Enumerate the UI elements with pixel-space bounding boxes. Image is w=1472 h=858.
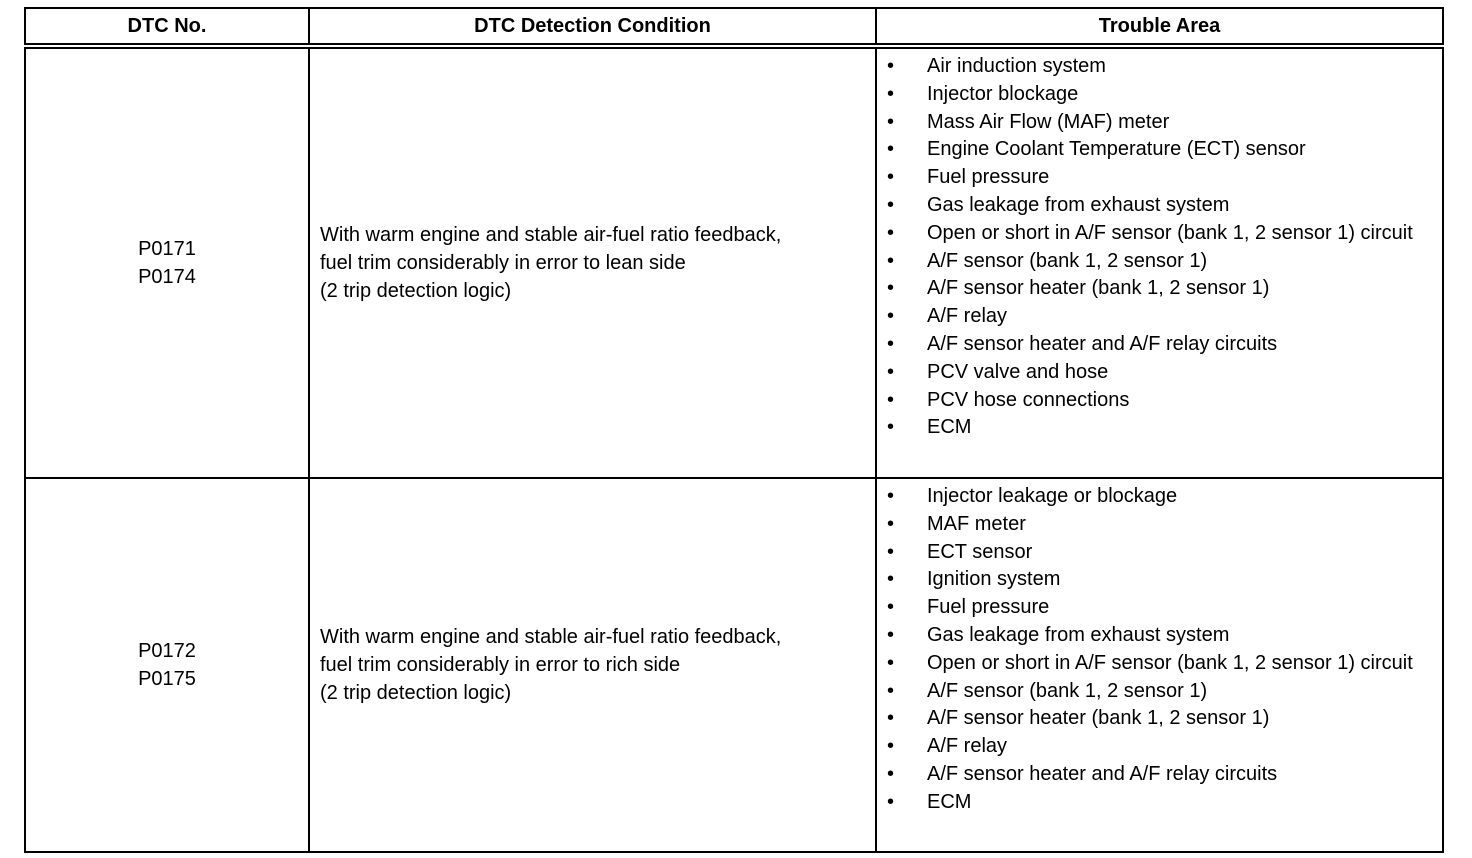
bullet-icon: • [887, 82, 895, 105]
trouble-area-text: Injector leakage or blockage [927, 485, 1178, 507]
condition-line: (2 trip detection logic) [320, 682, 512, 704]
trouble-area-text: ECT sensor [927, 540, 1033, 563]
bullet-icon: • [887, 221, 895, 244]
trouble-area-text: Ignition system [927, 568, 1061, 591]
bullet-icon: • [887, 707, 895, 730]
header-trouble-area: Trouble Area [876, 8, 1443, 46]
trouble-area-text: Gas leakage from exhaust system [927, 193, 1230, 216]
trouble-area-item [877, 622, 1442, 650]
bullet-icon: • [887, 623, 895, 646]
trouble-area-item [877, 192, 1442, 220]
bullet-icon: • [887, 110, 895, 133]
table-row [25, 478, 1443, 852]
bullet-icon: • [887, 332, 895, 355]
detection-condition-cell [309, 478, 876, 852]
bullet-icon: • [887, 193, 895, 216]
bullet-icon: • [887, 568, 895, 591]
bullet-icon: • [887, 360, 895, 383]
trouble-area-text: PCV valve and hose [927, 360, 1109, 383]
trouble-area-cell [876, 46, 1443, 478]
trouble-area-text: ECM [927, 790, 972, 813]
bullet-icon: • [887, 762, 895, 785]
dtc-code: P0174 [138, 266, 196, 288]
bullet-icon: • [887, 388, 895, 411]
trouble-area-item [877, 761, 1442, 789]
trouble-area-list [877, 483, 1442, 817]
trouble-area-item [877, 136, 1442, 164]
bullet-icon: • [887, 651, 895, 674]
trouble-area-item [877, 678, 1442, 706]
trouble-area-item [877, 164, 1442, 192]
trouble-area-item [877, 359, 1442, 387]
trouble-area-text: A/F sensor (bank 1, 2 sensor 1) [927, 249, 1208, 272]
header-dtc-no: DTC No. [25, 8, 309, 46]
header-row [25, 8, 1443, 46]
trouble-area-text: Open or short in A/F sensor (bank 1, 2 sensor 1) circuit [927, 651, 1413, 674]
trouble-area-text: A/F relay [927, 735, 1008, 758]
trouble-area-text: A/F relay [927, 305, 1008, 328]
trouble-area-item [877, 539, 1442, 567]
trouble-area-text: A/F sensor heater (bank 1, 2 sensor 1) [927, 277, 1270, 300]
trouble-area-item [877, 705, 1442, 733]
trouble-area-item [877, 53, 1442, 81]
dtc-codes-cell [25, 46, 309, 478]
dtc-code: P0171 [138, 238, 196, 260]
bullet-icon: • [887, 596, 895, 619]
bullet-icon: • [887, 485, 895, 507]
trouble-area-item [877, 387, 1442, 415]
trouble-area-item [877, 303, 1442, 331]
bullet-icon: • [887, 735, 895, 758]
bullet-icon: • [887, 679, 895, 702]
trouble-area-item [877, 414, 1442, 442]
detection-condition-cell [309, 46, 876, 478]
trouble-area-text: MAF meter [927, 512, 1026, 535]
trouble-area-item [877, 566, 1442, 594]
bullet-icon: • [887, 166, 895, 189]
trouble-area-text: Fuel pressure [927, 166, 1050, 189]
trouble-area-text: PCV hose connections [927, 388, 1130, 411]
dtc-codes-cell [25, 478, 309, 852]
trouble-area-item [877, 511, 1442, 539]
condition-line: (2 trip detection logic) [320, 280, 512, 302]
trouble-area-item [877, 248, 1442, 276]
trouble-area-text: ECM [927, 416, 972, 439]
trouble-area-text: Engine Coolant Temperature (ECT) sensor [927, 138, 1306, 161]
trouble-area-text: Fuel pressure [927, 596, 1050, 619]
trouble-area-item [877, 733, 1442, 761]
bullet-icon: • [887, 55, 895, 77]
dtc-code: P0175 [138, 668, 196, 690]
bullet-icon: • [887, 277, 895, 300]
condition-line: fuel trim considerably in error to lean side [320, 252, 686, 274]
bullet-icon: • [887, 512, 895, 535]
trouble-area-text: Injector blockage [927, 82, 1079, 105]
condition-line: With warm engine and stable air-fuel ratio feedback, [320, 224, 782, 246]
trouble-area-item [877, 220, 1442, 248]
trouble-area-item [877, 275, 1442, 303]
trouble-area-item [877, 650, 1442, 678]
trouble-area-text: A/F sensor heater (bank 1, 2 sensor 1) [927, 707, 1270, 730]
header-detection-condition: DTC Detection Condition [309, 8, 876, 46]
trouble-area-text: Open or short in A/F sensor (bank 1, 2 sensor 1) circuit [927, 221, 1413, 244]
bullet-icon: • [887, 305, 895, 328]
dtc-table [24, 7, 1444, 853]
trouble-area-text: Mass Air Flow (MAF) meter [927, 110, 1170, 133]
trouble-area-item [877, 331, 1442, 359]
condition-line: With warm engine and stable air-fuel ratio feedback, [320, 626, 782, 648]
dtc-code: P0172 [138, 640, 196, 662]
trouble-area-text: Air induction system [927, 55, 1106, 77]
trouble-area-item [877, 109, 1442, 137]
trouble-area-item [877, 594, 1442, 622]
table-row [25, 46, 1443, 478]
trouble-area-text: A/F sensor heater and A/F relay circuits [927, 332, 1278, 355]
bullet-icon: • [887, 249, 895, 272]
bullet-icon: • [887, 416, 895, 439]
trouble-area-text: A/F sensor heater and A/F relay circuits [927, 762, 1278, 785]
trouble-area-list [877, 53, 1442, 442]
trouble-area-text: Gas leakage from exhaust system [927, 623, 1230, 646]
bullet-icon: • [887, 790, 895, 813]
condition-line: fuel trim considerably in error to rich side [320, 654, 681, 676]
bullet-icon: • [887, 540, 895, 563]
trouble-area-item [877, 483, 1442, 511]
trouble-area-item [877, 789, 1442, 817]
bullet-icon: • [887, 138, 895, 161]
trouble-area-cell [876, 478, 1443, 852]
trouble-area-text: A/F sensor (bank 1, 2 sensor 1) [927, 679, 1208, 702]
trouble-area-item [877, 81, 1442, 109]
